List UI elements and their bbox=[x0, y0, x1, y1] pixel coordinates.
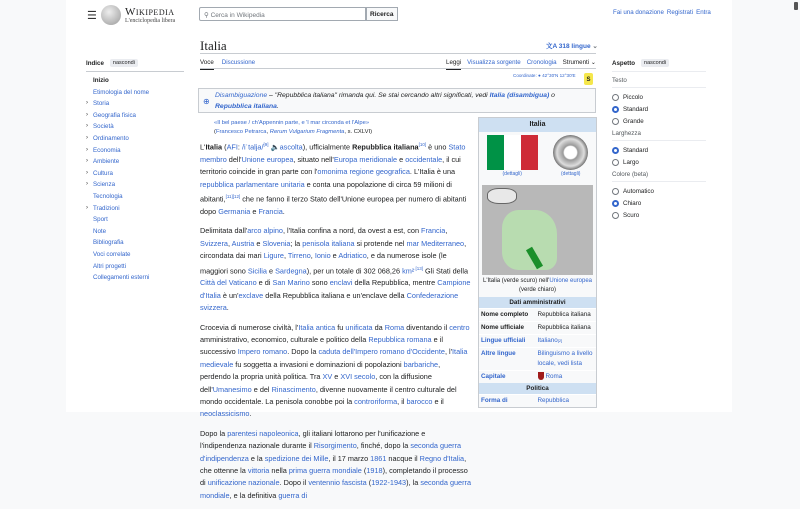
toc-item[interactable] bbox=[86, 226, 184, 238]
article-link[interactable]: vittoria bbox=[247, 466, 270, 476]
article-link[interactable]: Italia antica bbox=[298, 322, 336, 332]
article-link[interactable]: prima guerra mondiale bbox=[288, 466, 362, 476]
text-run: , finché, dopo la bbox=[356, 441, 411, 451]
text-run: Dopo la bbox=[200, 428, 228, 438]
toc-item[interactable] bbox=[86, 145, 184, 157]
row-key: Nome ufficiale bbox=[481, 324, 525, 331]
text-run: e conta una popolazione di circa 59 milioni di abitanti, bbox=[200, 179, 452, 204]
paragraph bbox=[200, 225, 472, 314]
radio-label: Grande bbox=[623, 117, 644, 125]
article-link[interactable]: Regno d'Italia bbox=[419, 453, 465, 463]
toc-item[interactable] bbox=[86, 179, 184, 191]
text-run: e bbox=[254, 238, 263, 248]
row-value-text: Repubblica italiana bbox=[537, 311, 591, 318]
article-link[interactable]: Stato membro bbox=[200, 142, 466, 164]
search-input[interactable] bbox=[199, 7, 366, 21]
article-link[interactable]: Slovenia bbox=[262, 238, 291, 248]
row-key[interactable]: Lingue ufficiali bbox=[481, 337, 526, 344]
text-run: amministrativo, economico, culturale e politico della bbox=[200, 334, 369, 344]
radio-label: Piccolo bbox=[623, 93, 643, 101]
article-link[interactable]: /iˈtalja/ bbox=[241, 142, 264, 152]
toc-title: Indice bbox=[86, 59, 104, 67]
article-link[interactable]: Adriatico bbox=[338, 251, 367, 261]
article-link[interactable]: unificazione nazionale bbox=[207, 478, 280, 488]
infobox-row bbox=[479, 347, 596, 370]
map-pin-icon: ● bbox=[538, 73, 541, 78]
table-of-contents bbox=[86, 57, 184, 284]
text-run: Repubblica italiana bbox=[352, 142, 419, 152]
text-run: e il bbox=[432, 396, 444, 406]
text-run: e la bbox=[248, 453, 265, 463]
wikipedia-logo[interactable] bbox=[101, 5, 175, 25]
article-link[interactable]: Impero romano bbox=[237, 347, 288, 357]
radio-option[interactable] bbox=[612, 91, 706, 103]
toc-item-label: Cultura bbox=[93, 169, 113, 177]
text-run: – "Repubblica italiana" rimanda qui. Se stai cercando altri significati, vedi bbox=[267, 92, 490, 99]
text-run: e il successivo bbox=[200, 334, 443, 357]
toc-item-label: Geografia fisica bbox=[93, 111, 136, 119]
article-link[interactable]: parentesi napoleonica bbox=[227, 428, 299, 438]
radio-button[interactable] bbox=[612, 200, 619, 207]
article-link[interactable]: Italia medievale bbox=[200, 347, 468, 369]
toc-item[interactable] bbox=[86, 133, 184, 145]
row-value bbox=[538, 310, 595, 320]
article-link[interactable]: barbariche bbox=[403, 359, 439, 369]
row-value[interactable]: Repubblica bbox=[537, 397, 570, 404]
infobox-row bbox=[479, 321, 596, 334]
infobox-title: Italia bbox=[479, 118, 596, 132]
radio-option[interactable] bbox=[612, 156, 706, 168]
text-run: Gli Stati della bbox=[423, 265, 469, 275]
text-run: . Dopo la bbox=[287, 347, 319, 357]
semi-protection-lock-icon[interactable]: S bbox=[584, 73, 593, 85]
text-run: 🔈 bbox=[268, 142, 280, 152]
article-link[interactable]: Svizzera bbox=[200, 238, 228, 248]
chevron-right-icon[interactable]: › bbox=[86, 158, 88, 165]
row-value-text: Repubblica italiana bbox=[537, 324, 591, 331]
article-link[interactable]: Tirreno bbox=[287, 251, 311, 261]
donate-link[interactable]: Fai una donazione bbox=[613, 9, 664, 16]
chevron-right-icon[interactable]: › bbox=[86, 146, 88, 153]
radio-option[interactable] bbox=[612, 197, 706, 209]
toc-item-label: Tradizioni bbox=[93, 204, 120, 212]
text-run: dell' bbox=[226, 154, 242, 164]
toc-item[interactable] bbox=[86, 121, 184, 133]
row-value-text[interactable]: Italiano bbox=[537, 337, 558, 344]
text-run: o bbox=[549, 92, 555, 99]
toc-item-label: Collegamenti esterni bbox=[93, 274, 150, 282]
text-run: nacque il bbox=[386, 453, 420, 463]
tab-visualizza-sorgente[interactable]: Visualizza sorgente bbox=[467, 59, 521, 66]
radio-label: Largo bbox=[623, 158, 639, 166]
text-run: Delimitata dall' bbox=[200, 226, 248, 236]
flag-stripe bbox=[487, 135, 504, 170]
article-link[interactable]: 1918 bbox=[366, 466, 383, 476]
article-link[interactable]: Francia bbox=[258, 206, 283, 216]
tab-discussione[interactable]: Discussione bbox=[221, 59, 256, 66]
text-run: , l'Italia confina a nord, da ovest a est, con bbox=[282, 226, 422, 236]
toc-item[interactable] bbox=[86, 87, 184, 99]
epigraph bbox=[214, 119, 372, 136]
page-title: Italia bbox=[200, 38, 227, 53]
text-run: , l' bbox=[444, 347, 453, 357]
toc-item[interactable] bbox=[86, 237, 184, 249]
section-dati-amministrativi: Dati amministrativi bbox=[479, 297, 596, 308]
emblem-details-link[interactable]: (dettagli) bbox=[561, 171, 581, 177]
text-run: ( bbox=[366, 478, 372, 488]
article-link[interactable]: repubblica parlamentare unitaria bbox=[200, 179, 305, 189]
article-link[interactable]: Germania bbox=[218, 206, 251, 216]
chevron-down-icon: ⌄ bbox=[592, 43, 598, 50]
radio-button[interactable] bbox=[612, 147, 619, 154]
article-link[interactable]: unificata bbox=[345, 322, 373, 332]
radio-option[interactable] bbox=[612, 185, 706, 197]
tools-menu[interactable]: Strumenti ⌄ bbox=[562, 59, 597, 66]
article-link[interactable]: guerra di bbox=[278, 490, 308, 500]
appearance-group-label: Larghezza bbox=[612, 127, 706, 141]
text-run: , bbox=[283, 251, 288, 261]
article-link[interactable]: seconda guerra d'indipendenza bbox=[200, 441, 462, 463]
chevron-right-icon[interactable]: › bbox=[86, 123, 88, 130]
text-run: . bbox=[276, 103, 279, 110]
text-run: da bbox=[372, 322, 385, 332]
chevron-right-icon[interactable]: › bbox=[86, 204, 88, 211]
article-link[interactable]: Unione europea bbox=[241, 154, 294, 164]
article-link[interactable]: Roma bbox=[384, 322, 405, 332]
text-run: . bbox=[226, 303, 229, 313]
rome-coat-of-arms-icon bbox=[538, 372, 544, 380]
toc-item-label: Sport bbox=[93, 216, 108, 224]
radio-label: Scuro bbox=[623, 211, 640, 219]
text-run: diventando il bbox=[404, 322, 450, 332]
text-run: , che ottenne la bbox=[200, 453, 467, 476]
article-link[interactable]: Ionio bbox=[314, 251, 331, 261]
text-run: ), la bbox=[406, 478, 421, 488]
toc-item-label: Inizio bbox=[93, 77, 109, 84]
flag-details-link[interactable]: (dettagli) bbox=[502, 171, 522, 177]
article-link[interactable]: Umanesimo bbox=[212, 384, 252, 394]
register-link[interactable]: Registrati bbox=[666, 9, 694, 16]
search-icon: ⚲ bbox=[204, 12, 211, 19]
text-run: , il cui territorio coincide in gran parte con l' bbox=[200, 154, 461, 177]
wordmark: Wikipedia bbox=[125, 5, 175, 18]
article-link[interactable]: mar Mediterraneo bbox=[406, 238, 465, 248]
text-run: e bbox=[266, 265, 276, 275]
text-run: Crocevia di numerose civiltà, l' bbox=[200, 322, 299, 332]
text-run: , divenne nuovamente il centro culturale del mondo occidentale. La penisola conobbe poi la bbox=[200, 384, 457, 406]
article-link[interactable]: penisola italiana bbox=[302, 238, 355, 248]
text-run: della Repubblica italiana e un'enclave della bbox=[263, 290, 407, 300]
article-link[interactable]: Ligure bbox=[263, 251, 284, 261]
text-run: sono bbox=[309, 278, 330, 288]
appearance-group-label: Colore (beta) bbox=[612, 168, 706, 182]
radio-option[interactable] bbox=[612, 209, 706, 221]
text-run: , con la diffusione dell' bbox=[200, 372, 432, 394]
paragraph bbox=[200, 322, 472, 421]
article-link[interactable]: Repubblica italiana bbox=[215, 103, 277, 110]
text-run: . bbox=[282, 206, 285, 216]
chevron-right-icon[interactable]: › bbox=[86, 181, 88, 188]
translate-icon: 文A bbox=[546, 43, 559, 50]
reference-link[interactable]: .[13] bbox=[414, 265, 423, 271]
tab-leggi[interactable]: Leggi bbox=[446, 59, 461, 70]
text-run: della Repubblica, mentre bbox=[352, 278, 438, 288]
radio-option[interactable] bbox=[612, 103, 706, 115]
chevron-right-icon[interactable]: › bbox=[86, 111, 88, 118]
row-key[interactable]: Altre lingue bbox=[481, 350, 516, 357]
disambiguation-notice bbox=[198, 88, 596, 113]
emblem-of-italy[interactable] bbox=[553, 135, 588, 170]
toc-item-label: Etimologia del nome bbox=[93, 88, 150, 96]
map-caption: L'Italia (verde scuro) nell'Unione europea (verde chiaro) bbox=[482, 278, 593, 293]
text-run: , situato nell' bbox=[293, 154, 334, 164]
article-link[interactable]: 1861 bbox=[370, 453, 387, 463]
toc-item[interactable] bbox=[86, 261, 184, 273]
text-run: e bbox=[250, 206, 259, 216]
tab-cronologia[interactable]: Cronologia bbox=[526, 59, 557, 66]
article-link[interactable]: ventennio fascista bbox=[308, 478, 367, 488]
radio-option[interactable] bbox=[612, 144, 706, 156]
row-value-text[interactable]: Bilinguismo a livello locale, vedi lista bbox=[537, 350, 593, 367]
paragraph bbox=[200, 428, 472, 502]
text-run: è un' bbox=[220, 290, 239, 300]
article-link[interactable]: caduta dell'Impero romano d'Occidente bbox=[318, 347, 445, 357]
text-run: e bbox=[330, 251, 339, 261]
article-link[interactable]: Austria bbox=[231, 238, 255, 248]
article-link[interactable]: km² bbox=[402, 265, 415, 275]
author-link[interactable]: Francesco Petrarca bbox=[215, 128, 267, 135]
row-value-text[interactable]: Roma bbox=[545, 373, 563, 380]
article-link[interactable]: Campione d'Italia bbox=[200, 278, 471, 300]
article-link[interactable]: Città del Vaticano bbox=[200, 278, 257, 288]
text-run: , il bbox=[397, 396, 407, 406]
menu-icon[interactable]: ☰ bbox=[87, 10, 97, 22]
work-link[interactable]: Rerum Vulgarium Fragmenta bbox=[269, 128, 345, 135]
toc-item[interactable] bbox=[86, 214, 184, 226]
infobox-row bbox=[479, 308, 596, 321]
eu-link[interactable]: Unione europea bbox=[549, 278, 593, 284]
article-link[interactable]: Sardegna bbox=[275, 265, 307, 275]
row-value bbox=[538, 349, 595, 369]
search-placeholder: Cerca in Wikipedia bbox=[210, 12, 265, 19]
article-link[interactable]: Repubblica romana bbox=[368, 334, 432, 344]
radio-button[interactable] bbox=[612, 188, 619, 195]
text-run: . Dopo il bbox=[279, 478, 309, 488]
row-key: Nome completo bbox=[481, 311, 529, 318]
toc-item-label: Storia bbox=[93, 100, 110, 108]
text-run: si protende nel bbox=[354, 238, 407, 248]
article-link[interactable]: spedizione dei Mille bbox=[264, 453, 329, 463]
radio-button[interactable] bbox=[612, 159, 619, 166]
article-link[interactable]: Sicilia bbox=[247, 265, 267, 275]
text-run: : bbox=[237, 142, 242, 152]
chevron-right-icon[interactable]: › bbox=[86, 100, 88, 107]
text-run: . L'Italia è una bbox=[409, 167, 456, 177]
article-link[interactable]: Risorgimento bbox=[313, 441, 357, 451]
toc-item[interactable] bbox=[86, 191, 184, 203]
toc-item[interactable] bbox=[86, 203, 184, 215]
text-run: ), ufficialmente bbox=[302, 142, 353, 152]
reference-link[interactable]: [11][12] bbox=[225, 194, 241, 200]
infobox-row bbox=[479, 334, 596, 347]
infobox bbox=[478, 117, 597, 408]
infobox-row bbox=[479, 370, 596, 383]
toc-item-label: Voci correlate bbox=[93, 250, 131, 258]
text-run: , gli italiani lottarono per l'unificazione e l'indipendenza nazionale durante il bbox=[200, 428, 426, 451]
eu-location-map[interactable] bbox=[482, 185, 593, 275]
radio-button[interactable] bbox=[612, 212, 619, 219]
toc-item[interactable] bbox=[86, 75, 184, 87]
toc-item-label: Tecnologia bbox=[93, 192, 123, 200]
radio-label: Standard bbox=[623, 105, 649, 113]
quote-source: (Francesco Petrarca, Rerum Vulgarium Fragmenta, s. CXLVI) bbox=[214, 128, 373, 135]
text-run: ; la bbox=[290, 238, 303, 248]
toc-item[interactable] bbox=[86, 249, 184, 261]
text-run: ( bbox=[361, 466, 367, 476]
toc-item-label: Scienza bbox=[93, 181, 116, 189]
reference-link[interactable]: [2] bbox=[557, 338, 563, 343]
globe-icon bbox=[101, 5, 121, 25]
toc-item-label: Bibliografia bbox=[93, 239, 124, 247]
tab-voce[interactable]: Voce bbox=[200, 59, 214, 70]
radio-button[interactable] bbox=[612, 94, 619, 101]
text-run: , bbox=[227, 238, 232, 248]
text-run: e bbox=[397, 154, 406, 164]
appearance-group-label: Testo bbox=[612, 74, 706, 88]
italy-flag[interactable] bbox=[487, 135, 538, 170]
language-button[interactable]: 文A 318 lingue ⌄ bbox=[546, 43, 598, 50]
text-run: ), per un totale di 302 068,26 bbox=[306, 265, 403, 275]
search-button[interactable]: Ricerca bbox=[366, 7, 398, 21]
article-link[interactable]: controriforma bbox=[354, 396, 398, 406]
row-value bbox=[538, 372, 595, 382]
article-link[interactable]: exclave bbox=[238, 290, 264, 300]
chevron-right-icon[interactable]: › bbox=[86, 169, 88, 176]
reference-link[interactable]: [9] bbox=[263, 142, 269, 147]
login-link[interactable]: Entra bbox=[696, 9, 711, 16]
article-link[interactable]: AFI bbox=[226, 142, 238, 152]
appearance-title: Aspetto bbox=[612, 59, 636, 67]
toc-item-label: Altri progetti bbox=[93, 262, 127, 270]
text-run: e di bbox=[256, 278, 273, 288]
user-menu-icon[interactable] bbox=[794, 2, 798, 10]
text-run: ( bbox=[222, 142, 227, 152]
row-key[interactable]: Forma di bbox=[481, 397, 508, 404]
text-run: , e da numerose isole (le maggiori sono bbox=[200, 251, 447, 275]
toc-item-label: Ambiente bbox=[93, 158, 120, 166]
row-key[interactable]: Capitale bbox=[481, 373, 506, 380]
radio-option[interactable] bbox=[612, 115, 706, 127]
text-run: che ne fanno il terzo Stato dell'Unione europea per numero di abitanti dopo bbox=[200, 194, 467, 216]
article-link[interactable]: XVI secolo bbox=[340, 372, 376, 382]
chevron-right-icon[interactable]: › bbox=[86, 134, 88, 141]
text-run: , circondata dai mari bbox=[200, 238, 467, 261]
article-link[interactable]: 1922-1943 bbox=[371, 478, 407, 488]
text-run: ), completando il processo di bbox=[200, 466, 468, 488]
text-run: , il 17 marzo bbox=[328, 453, 371, 463]
article-link[interactable]: ascolta bbox=[279, 142, 303, 152]
reference-link[interactable]: [10] bbox=[418, 142, 427, 147]
article-link[interactable]: San Marino bbox=[272, 278, 310, 288]
article-link[interactable]: centro bbox=[449, 322, 470, 332]
article-body bbox=[200, 139, 472, 509]
toc-item-label: Economia bbox=[93, 146, 121, 154]
article-link[interactable]: arco alpino bbox=[247, 226, 283, 236]
text-run: Italia bbox=[205, 142, 223, 152]
article-link[interactable]: occidentale bbox=[405, 154, 443, 164]
text-run: fu bbox=[335, 322, 346, 332]
article-link[interactable]: enclavi bbox=[329, 278, 353, 288]
toc-item[interactable] bbox=[86, 272, 184, 284]
appearance-panel bbox=[612, 57, 706, 221]
flag-stripe bbox=[504, 135, 521, 170]
text-run: L' bbox=[200, 142, 206, 152]
article-link[interactable]: Italia (disambigua) bbox=[489, 92, 550, 99]
toc-item-label: Società bbox=[93, 123, 114, 131]
disambiguation-icon: ⊕ bbox=[203, 97, 210, 106]
article-link[interactable]: Rinascimento bbox=[271, 384, 316, 394]
text-run: è uno bbox=[426, 142, 449, 152]
article-link[interactable]: barocco bbox=[406, 396, 433, 406]
text-run: , bbox=[445, 226, 448, 236]
radio-label: Standard bbox=[623, 146, 649, 154]
radio-label: Automatico bbox=[623, 187, 654, 195]
paragraph bbox=[200, 139, 472, 218]
text-run: , perdendo la propria unità politica. Tra bbox=[200, 359, 441, 382]
text-run: , bbox=[310, 251, 315, 261]
section-politica: Politica bbox=[479, 383, 596, 394]
radio-button[interactable] bbox=[612, 118, 619, 125]
coordinates[interactable]: Coordinate: ● 42°30′N 12°30′E bbox=[513, 73, 576, 78]
text-run: fu soggetta a invasioni e dominazioni di popolazioni bbox=[233, 359, 404, 369]
appearance-hide-button[interactable]: nascondi bbox=[641, 59, 669, 67]
article-link[interactable]: seconda guerra mondiale bbox=[200, 478, 472, 500]
row-value bbox=[538, 323, 595, 333]
text-run: e del bbox=[251, 384, 272, 394]
toc-item[interactable] bbox=[86, 156, 184, 168]
flag-stripe bbox=[521, 135, 538, 170]
text-run: e bbox=[332, 372, 341, 382]
toc-item[interactable] bbox=[86, 168, 184, 180]
text-run: nella bbox=[269, 466, 289, 476]
toc-item[interactable] bbox=[86, 98, 184, 110]
radio-label: Chiaro bbox=[623, 199, 642, 207]
article-link[interactable]: Francia bbox=[421, 226, 446, 236]
text-run: . bbox=[249, 409, 252, 419]
row-value bbox=[538, 336, 595, 346]
article-link[interactable]: XV bbox=[322, 372, 333, 382]
toc-hide-button[interactable]: nascondi bbox=[110, 59, 138, 67]
tagline: L'enciclopedia libera bbox=[125, 17, 176, 24]
article-link[interactable]: neoclassicismo bbox=[200, 409, 250, 419]
article-link[interactable]: omonima regione geografica bbox=[317, 167, 410, 177]
toc-item[interactable] bbox=[86, 110, 184, 122]
toc-item-label: Note bbox=[93, 227, 107, 235]
infobox-row bbox=[479, 394, 596, 407]
article-link[interactable]: Confederazione svizzera bbox=[200, 290, 459, 313]
article-link[interactable]: Disambiguazione bbox=[215, 92, 268, 99]
quote-text: «Il bel paese / ch'Appennin parte, e 'l mar circonda et l'Alpe» bbox=[214, 120, 370, 126]
toc-item-label: Ordinamento bbox=[93, 134, 129, 142]
text-run: , e la definitiva bbox=[229, 490, 279, 500]
radio-button[interactable] bbox=[612, 106, 619, 113]
article-link[interactable]: Europa meridionale bbox=[333, 154, 398, 164]
